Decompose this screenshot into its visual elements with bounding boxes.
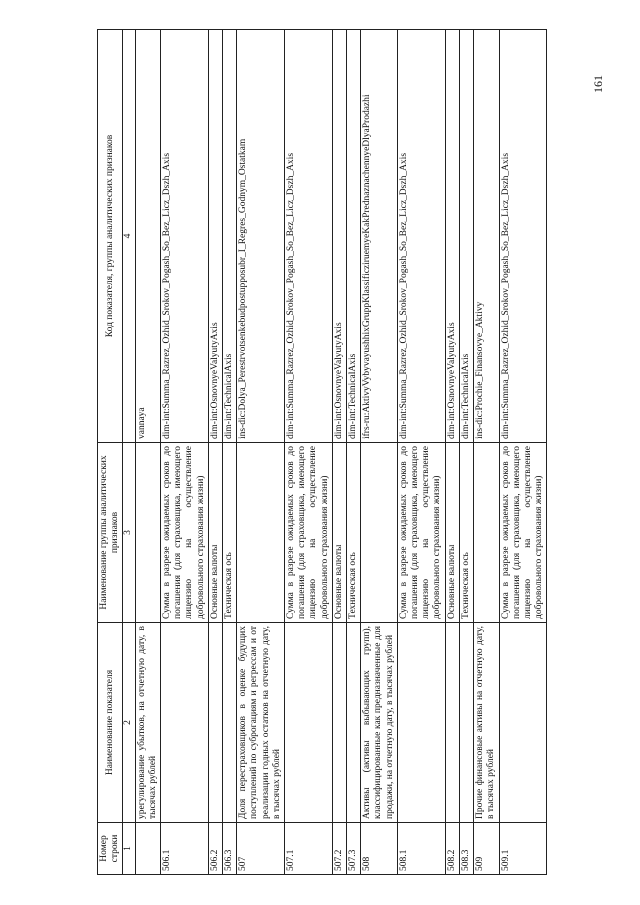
header-indicator-name: Наименование показателя [98,623,123,823]
code-cell: dim-int:TechnicalAxis [459,30,473,443]
group-name-cell: Сумма в разрезе ожидаемых сроков до погашения (для страховщика, имеющего лицензию на осуществление добровольного страхования жизни) [397,443,445,623]
indicator-name-cell [285,623,333,823]
code-cell: dim-int:OsnovnyeValyutyAxis [445,30,459,443]
row-number-cell: 509 [474,823,499,875]
group-name-cell [237,443,285,623]
group-name-cell [135,443,160,623]
row-number-cell: 508.2 [445,823,459,875]
group-name-cell: Сумма в разрезе ожидаемых сроков до погашения (для страховщика, имеющего лицензию на осуществление добровольного страхования жизни) [161,443,209,623]
table-row [445,30,459,875]
header-group-name: Наименование группы аналитических признаков [98,443,123,623]
index-cell: 2 [123,623,135,823]
row-number-cell: 507.3 [347,823,361,875]
indicator-name-cell [445,623,459,823]
row-number-cell: 508 [361,823,398,875]
group-name-cell: Основные валюты [445,443,459,623]
index-cell: 1 [123,823,135,875]
code-cell: dim-int:Summa_Razrez_Ozhid_Srokov_Pogash_So_Bez_Licz_Dszh_Axis [285,30,333,443]
table-row [285,30,333,875]
group-name-cell [361,443,398,623]
code-cell: vannaya [135,30,160,443]
table-row [237,30,285,875]
indicator-name-cell [332,623,346,823]
code-cell: dim-int:Summa_Razrez_Ozhid_Srokov_Pogash_So_Bez_Licz_Dszh_Axis [161,30,209,443]
indicator-name-cell [347,623,361,823]
group-name-cell: Техническая ось [347,443,361,623]
indicator-name-cell [208,623,222,823]
table-row [474,30,499,875]
indicator-name-cell [161,623,209,823]
table-row [223,30,237,875]
row-number-cell: 507 [237,823,285,875]
group-name-cell: Сумма в разрезе ожидаемых сроков до погашения (для страховщика, имеющего лицензию на осуществление добровольного страхования жизни) [499,443,547,623]
row-number-cell: 508.3 [459,823,473,875]
page-number: 161 [591,75,605,93]
group-name-cell: Основные валюты [332,443,346,623]
code-cell: dim-int:Summa_Razrez_Ozhid_Srokov_Pogash_So_Bez_Licz_Dszh_Axis [397,30,445,443]
code-cell: dim-int:OsnovnyeValyutyAxis [332,30,346,443]
header-row [98,30,123,875]
table-row [161,30,209,875]
indicator-name-cell [459,623,473,823]
table-row [361,30,398,875]
row-number-cell: 506.2 [208,823,222,875]
code-cell: dim-int:OsnovnyeValyutyAxis [208,30,222,443]
table-body [135,30,547,875]
rotated-table-container [97,30,597,875]
group-name-cell: Техническая ось [223,443,237,623]
group-name-cell: Сумма в разрезе ожидаемых сроков до погашения (для страховщика, имеющего лицензию на осуществление добровольного страхования жизни) [285,443,333,623]
table-row [208,30,222,875]
row-number-cell: 507.1 [285,823,333,875]
table-row [332,30,346,875]
row-number-cell: 508.1 [397,823,445,875]
table-row [135,30,160,875]
code-cell: ins-dic:Prochie_Finansovye_Aktivy [474,30,499,443]
group-name-cell [474,443,499,623]
indicator-name-cell [397,623,445,823]
index-cell: 4 [123,30,135,443]
row-number-cell: 506.3 [223,823,237,875]
header-row-number: Номер строки [98,823,123,875]
table-row [459,30,473,875]
code-cell: dim-int:Summa_Razrez_Ozhid_Srokov_Pogash_So_Bez_Licz_Dszh_Axis [499,30,547,443]
indicator-name-cell: урегулирование убытков, на отчетную дату, в тысячах рублей [135,623,160,823]
header-code: Код показателя, группы аналитических признаков [98,30,123,443]
row-number-cell [135,823,160,875]
code-cell: ins-dic:Dolya_Perestrvotsenkebudpostupposubr_I_Regres_Godnym_Ostatkam [237,30,285,443]
table-row [347,30,361,875]
index-row [123,30,135,875]
group-name-cell: Техническая ось [459,443,473,623]
table-row [499,30,547,875]
row-number-cell: 507.2 [332,823,346,875]
code-cell: ifrs-ru:AktivyVybyvayushhixGruppKlassificziruemyeKakPrednaznachennyeDlyaProdazhi [361,30,398,443]
code-cell: dim-int:TechnicalAxis [223,30,237,443]
indicator-name-cell [223,623,237,823]
table-row [397,30,445,875]
indicators-table [97,29,547,875]
indicator-name-cell [499,623,547,823]
row-number-cell: 509.1 [499,823,547,875]
index-cell: 3 [123,443,135,623]
indicator-name-cell: Активы (активы выбывающих групп), классифицированные как предназначенные для продажи, на отчетную дату, в тысячах рублей [361,623,398,823]
indicator-name-cell: Доля перестраховщиков в оценке будущих поступлений по суброгациям и регрессам и от реализации годных остатков на отчетную дату, в тысячах рублей [237,623,285,823]
code-cell: dim-int:TechnicalAxis [347,30,361,443]
row-number-cell: 506.1 [161,823,209,875]
group-name-cell: Основные валюты [208,443,222,623]
indicator-name-cell: Прочие финансовые активы на отчетную дату, в тысячах рублей [474,623,499,823]
